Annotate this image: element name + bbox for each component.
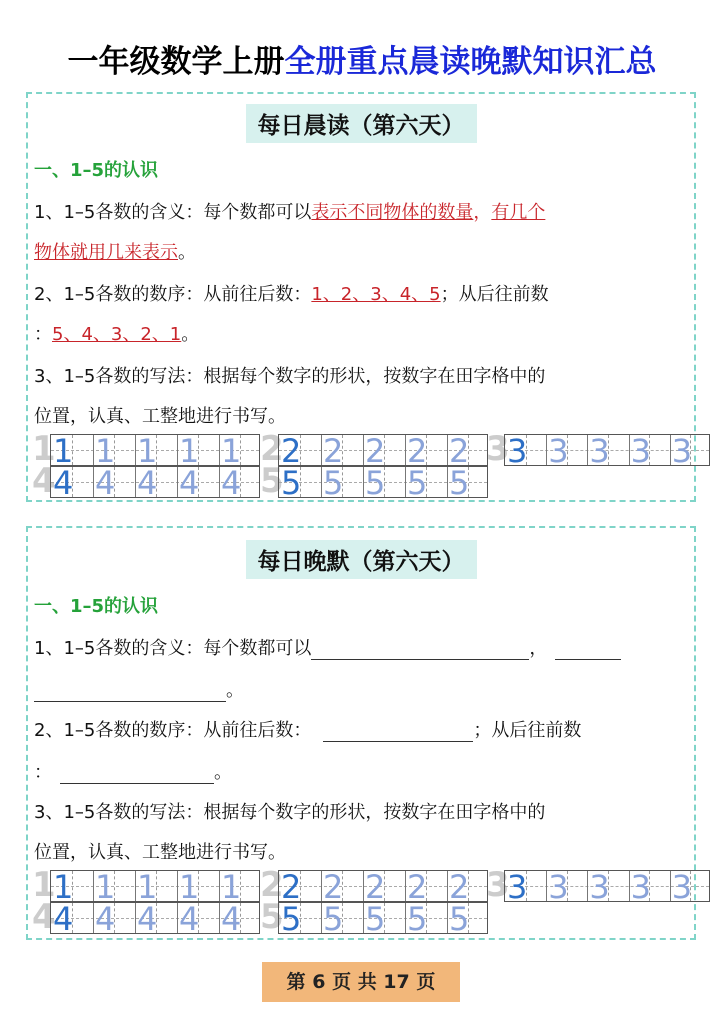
trace-digit-3: 3	[548, 432, 569, 470]
morning-heading: 每日晨读（第六天）	[28, 104, 694, 143]
tianzige-grid-1	[50, 432, 260, 470]
evening-p2-line2: ： 。	[34, 762, 232, 783]
trace-digit-5: 5	[407, 464, 428, 502]
model-digit-1: 1	[32, 865, 56, 905]
trace-digit-5: 5	[281, 464, 302, 502]
model-digit-5: 5	[260, 897, 284, 937]
trace-digit-5: 5	[281, 900, 302, 938]
trace-digit-3: 3	[671, 868, 693, 906]
trace-digit-1: 1	[53, 868, 74, 906]
trace-digit-1: 1	[179, 432, 200, 470]
trace-digit-2: 2	[281, 432, 302, 470]
trace-digit-4: 4	[179, 900, 200, 938]
trace-digit-2: 2	[407, 868, 428, 906]
trace-digit-4: 4	[53, 464, 74, 502]
title-part1: 一年级数学上册	[67, 44, 285, 80]
morning-section-title: 一、1–5的认识	[34, 160, 159, 181]
trace-digit-3: 3	[630, 432, 651, 470]
trace-digit-1: 1	[221, 868, 242, 906]
morning-p2-line2: ：5、4、3、2、1。	[34, 324, 200, 345]
tianzige-grid-4	[50, 900, 260, 938]
trace-digit-3: 3	[589, 432, 610, 470]
evening-heading: 每日晚默（第六天）	[28, 540, 694, 579]
trace-digit-2: 2	[449, 868, 470, 906]
tianzige-grid-5	[278, 900, 488, 938]
trace-digit-3: 3	[507, 432, 528, 470]
page-title	[0, 36, 724, 81]
trace-digit-4: 4	[53, 900, 74, 938]
trace-digit-1: 1	[179, 868, 200, 906]
trace-digit-4: 4	[221, 464, 242, 502]
trace-digit-4: 4	[95, 900, 116, 938]
tianzige-grid-4	[50, 464, 260, 502]
evening-p1-line1: 1、1–5各数的含义：每个数都可以 ，	[34, 634, 621, 660]
model-digit-4: 4	[32, 461, 56, 501]
trace-digit-4: 4	[137, 900, 158, 938]
trace-digit-1: 1	[137, 432, 158, 470]
model-digit-5: 5	[260, 461, 284, 501]
trace-digit-3: 3	[630, 868, 651, 906]
model-digit-2: 2	[260, 429, 284, 469]
blank-5[interactable]	[60, 765, 214, 784]
page-footer: 第 6 页 共 17 页	[262, 962, 460, 1002]
blank-3[interactable]	[34, 683, 226, 702]
trace-digit-2: 2	[323, 868, 344, 906]
title-part2: 全册重点晨读晚默知识汇总	[284, 44, 657, 80]
model-digit-4: 4	[32, 897, 56, 937]
trace-digit-5: 5	[365, 900, 386, 938]
trace-digit-3: 3	[548, 868, 569, 906]
morning-p1-line1: 1、1–5各数的含义：每个数都可以表示不同物体的数量，有几个	[34, 202, 546, 223]
trace-digit-4: 4	[95, 464, 116, 502]
trace-digit-2: 2	[449, 432, 470, 470]
tianzige-grid-3	[504, 432, 710, 470]
trace-digit-1: 1	[95, 868, 116, 906]
trace-digit-5: 5	[323, 900, 344, 938]
evening-recall-card	[26, 526, 696, 940]
model-digit-1: 1	[32, 429, 56, 469]
morning-p3-line1: 3、1–5各数的写法：根据每个数字的形状，按数字在田字格中的	[34, 366, 546, 387]
morning-p2-line1: 2、1–5各数的数序：从前往后数：1、2、3、4、5；从后往前数	[34, 284, 549, 305]
evening-section-title: 一、1–5的认识	[34, 596, 159, 617]
tianzige-grid-1	[50, 868, 260, 906]
trace-digit-3: 3	[507, 868, 528, 906]
blank-2[interactable]	[555, 641, 621, 660]
trace-digit-5: 5	[365, 464, 386, 502]
trace-digit-1: 1	[221, 432, 242, 470]
morning-p3-line2: 位置，认真、工整地进行书写。	[34, 406, 286, 427]
evening-p2-line1: 2、1–5各数的数序：从前往后数： ；从后往前数	[34, 720, 582, 741]
trace-digit-3: 3	[671, 432, 693, 470]
trace-digit-4: 4	[137, 464, 158, 502]
evening-p1-line2: 。	[34, 676, 244, 702]
trace-digit-4: 4	[179, 464, 200, 502]
tianzige-grid-2	[278, 432, 488, 470]
trace-digit-1: 1	[53, 432, 74, 470]
morning-reading-card	[26, 92, 696, 502]
trace-digit-2: 2	[281, 868, 302, 906]
model-digit-3: 3	[486, 865, 510, 905]
trace-digit-1: 1	[95, 432, 116, 470]
trace-digit-5: 5	[407, 900, 428, 938]
model-digit-2: 2	[260, 865, 284, 905]
trace-digit-5: 5	[449, 900, 470, 938]
model-digit-3: 3	[486, 429, 510, 469]
blank-1[interactable]	[311, 641, 529, 660]
trace-digit-5: 5	[323, 464, 344, 502]
evening-p3-line2: 位置，认真、工整地进行书写。	[34, 842, 286, 863]
trace-digit-2: 2	[365, 432, 386, 470]
trace-digit-4: 4	[221, 900, 242, 938]
morning-p1-line2: 物体就用几来表示。	[34, 242, 196, 263]
trace-digit-2: 2	[365, 868, 386, 906]
trace-digit-5: 5	[449, 464, 470, 502]
evening-p3-line1: 3、1–5各数的写法：根据每个数字的形状，按数字在田字格中的	[34, 802, 546, 823]
tianzige-grid-2	[278, 868, 488, 906]
trace-digit-3: 3	[589, 868, 610, 906]
trace-digit-2: 2	[323, 432, 344, 470]
tianzige-grid-5	[278, 464, 488, 502]
trace-digit-1: 1	[137, 868, 158, 906]
tianzige-grid-3	[504, 868, 710, 906]
trace-digit-2: 2	[407, 432, 428, 470]
blank-4[interactable]	[323, 723, 473, 742]
